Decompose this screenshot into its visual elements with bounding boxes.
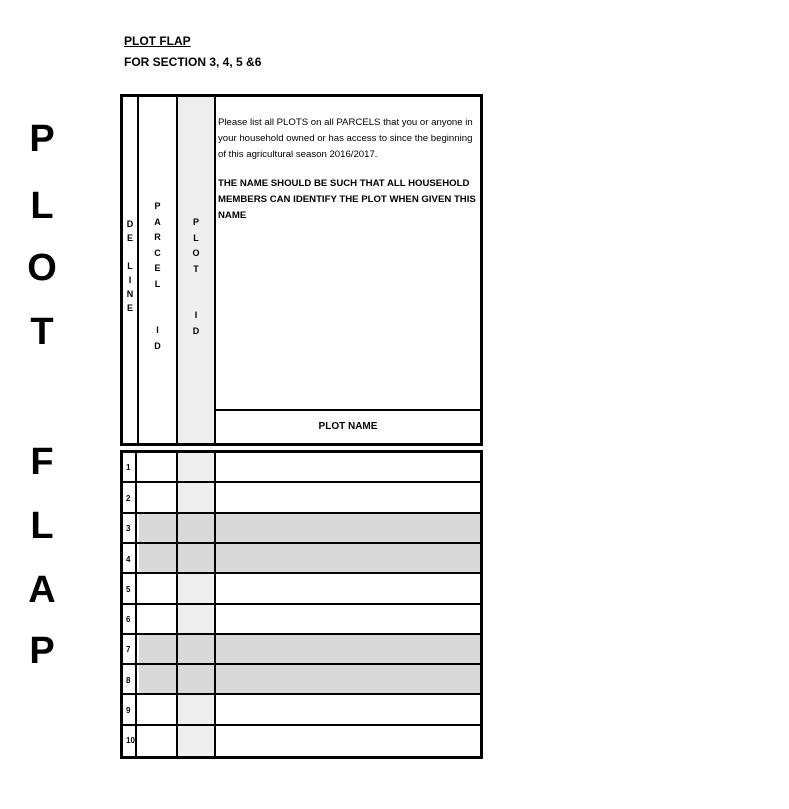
header-letter: E <box>154 263 161 273</box>
side-letter: P <box>29 630 55 672</box>
line-number: 3 <box>123 514 137 544</box>
plot-name-cell[interactable] <box>216 574 480 604</box>
header-letter <box>139 308 176 324</box>
form-subtitle: FOR SECTION 3, 4, 5 &6 <box>124 55 262 69</box>
parcel-id-cell[interactable] <box>139 605 178 635</box>
line-number: 6 <box>123 605 137 635</box>
plot-name-cell[interactable] <box>216 695 480 725</box>
table-row <box>123 693 480 725</box>
line-number: 1 <box>123 453 137 481</box>
header-letter: N <box>126 289 134 299</box>
plot-id-cell[interactable] <box>178 665 216 695</box>
line-number: 10 <box>123 726 137 756</box>
plot-id-cell[interactable] <box>178 635 216 665</box>
plot-name-cell[interactable] <box>216 453 480 481</box>
table-row <box>123 572 480 604</box>
plot-id-cell[interactable] <box>178 453 216 481</box>
plot-name-cell[interactable] <box>216 635 480 665</box>
header-letter: D <box>154 340 161 351</box>
plot-id-column-header <box>178 97 216 443</box>
side-letter: T <box>30 311 54 353</box>
header-letter: D <box>126 219 134 229</box>
header-letter: P <box>192 217 199 227</box>
plot-id-cell[interactable] <box>178 574 216 604</box>
plot-name-column-header <box>216 97 480 443</box>
line-number: 8 <box>123 665 137 695</box>
header-letter: I <box>156 325 159 335</box>
table-row <box>123 512 480 544</box>
line-number: 7 <box>123 635 137 665</box>
plot-table <box>120 450 483 759</box>
plot-id-cell[interactable] <box>178 726 216 756</box>
line-column-header <box>123 97 139 443</box>
header-letter <box>178 277 214 293</box>
instruction-bold-text: THE NAME SHOULD BE SUCH THAT ALL HOUSEHOLD MEMBERS CAN IDENTIFY THE PLOT WHEN GIVEN THIS NAME <box>218 178 476 221</box>
parcel-id-cell[interactable] <box>139 574 178 604</box>
header-letter: C <box>154 247 161 258</box>
plot-name-label: PLOT NAME <box>216 409 480 443</box>
plot-name-cell[interactable] <box>216 514 480 544</box>
side-letter: O <box>27 247 57 289</box>
plot-name-cell[interactable] <box>216 726 480 756</box>
header-letter: E <box>126 233 133 243</box>
parcel-id-cell[interactable] <box>139 665 178 695</box>
header-letter: L <box>127 261 133 271</box>
plot-name-cell[interactable] <box>216 544 480 574</box>
plot-id-cell[interactable] <box>178 695 216 725</box>
header-letter <box>178 293 214 309</box>
parcel-id-column-header <box>139 97 178 443</box>
plot-name-cell[interactable] <box>216 665 480 695</box>
header-letter: E <box>126 303 133 313</box>
plot-id-cell[interactable] <box>178 544 216 574</box>
plot-name-cell[interactable] <box>216 483 480 513</box>
plot-id-cell[interactable] <box>178 514 216 544</box>
side-letter: A <box>28 569 56 611</box>
header-letter: L <box>154 278 161 289</box>
parcel-id-cell[interactable] <box>139 635 178 665</box>
table-row <box>123 603 480 635</box>
line-number: 5 <box>123 574 137 604</box>
header-letter: I <box>128 275 132 285</box>
parcel-id-cell[interactable] <box>139 483 178 513</box>
parcel-id-cell[interactable] <box>139 453 178 481</box>
header-table <box>120 94 483 446</box>
line-number: 9 <box>123 695 137 725</box>
header-letter: R <box>154 232 161 242</box>
header-letter: A <box>154 216 161 227</box>
parcel-id-cell[interactable] <box>139 695 178 725</box>
header-letter: O <box>192 248 200 258</box>
header-letter: P <box>154 201 161 211</box>
parcel-id-cell[interactable] <box>139 544 178 574</box>
instruction-text: Please list all PLOTS on all PARCELS that you or anyone in your household owned or has access to since the beginning of this agricultural season 2016/2017. <box>218 117 473 160</box>
parcel-id-cell[interactable] <box>139 514 178 544</box>
plot-id-cell[interactable] <box>178 483 216 513</box>
plot-id-cell[interactable] <box>178 605 216 635</box>
header-letter <box>123 245 137 259</box>
table-row <box>123 481 480 513</box>
line-number: 2 <box>123 483 137 513</box>
side-letter: P <box>29 118 55 160</box>
table-row <box>123 663 480 695</box>
header-letter: I <box>194 310 198 320</box>
header-letter: L <box>193 232 199 243</box>
plot-name-cell[interactable] <box>216 605 480 635</box>
side-letter: L <box>30 185 54 227</box>
parcel-id-cell[interactable] <box>139 726 178 756</box>
header-letter: T <box>193 263 199 274</box>
table-row <box>123 633 480 665</box>
form-title: PLOT FLAP <box>124 34 191 48</box>
table-row <box>123 724 480 756</box>
side-letter: F <box>30 441 54 483</box>
table-row <box>123 542 480 574</box>
header-letter: D <box>192 325 200 336</box>
table-row <box>123 453 480 481</box>
side-letter: L <box>30 505 54 547</box>
line-number: 4 <box>123 544 137 574</box>
header-letter <box>139 292 176 308</box>
